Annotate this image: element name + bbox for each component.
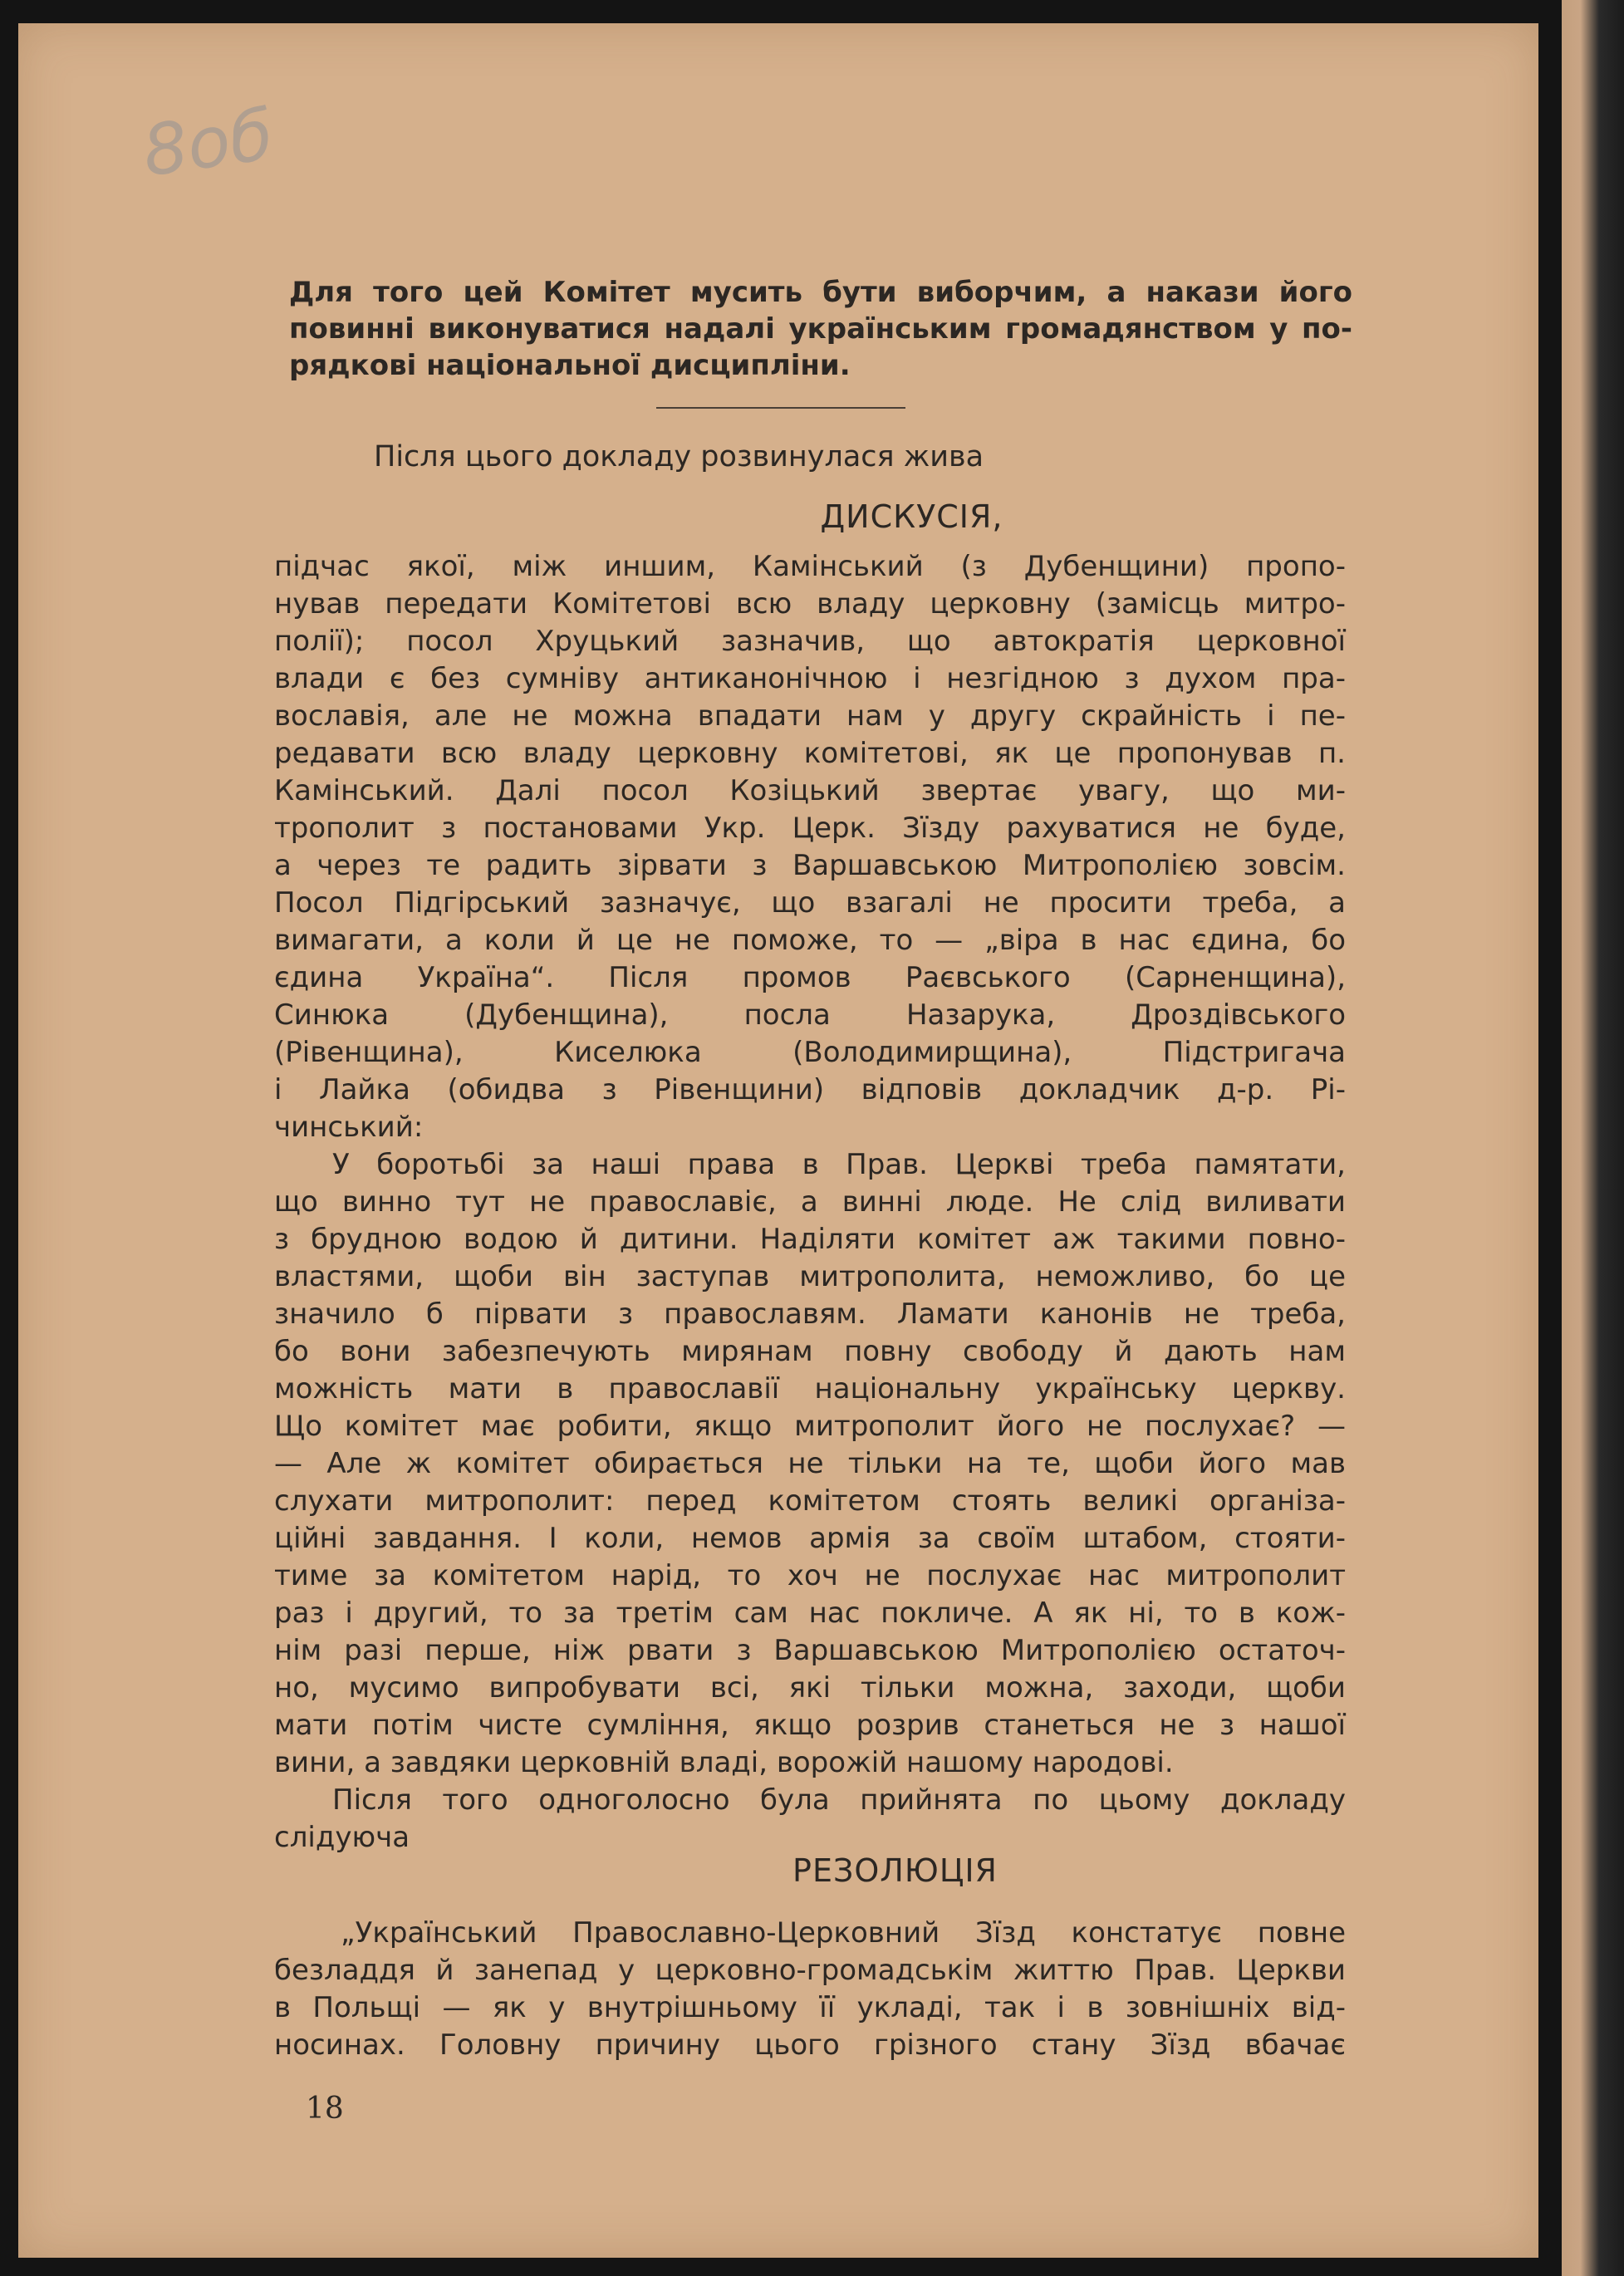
text-line: вини, а завдяки церковній владі, ворожій нашому народові. [274,1746,1174,1779]
text-line: бо вони забезпечують мирянам повну свободу й дають нам [274,1335,1346,1368]
text-line: трополит з постановами Укр. Церк. Зїзду рахуватися не буде, [274,812,1346,845]
text-line: редавати всю владу церковну комітетові, як це пропонував п. [274,737,1346,770]
text-line: в Польщі — як у внутрішньому її укладі, так і в зовнішніх від- [274,1991,1346,2024]
text-line: рядкові національної дисципліни. [289,349,851,382]
text-line: і Лайка (обидва з Рівенщини) відповів докладчик д-р. Рі- [274,1073,1346,1106]
text-line: єдина Україна“. Після промов Раєвського (Сарненщина), [274,961,1346,994]
text-line: підчас якої, між иншим, Камінський (з Дубенщини) пропо- [274,550,1346,583]
text-line: — Але ж комітет обирається не тільки на те, щоби його мав [274,1447,1346,1480]
text-line: раз і другий, то за третім сам нас покличе. А як ні, то в кож- [274,1597,1346,1630]
text-line: що винно тут не православіє, а винні люде. Не слід виливати [274,1185,1346,1219]
text-line: Синюка (Дубенщина), посла Назарука, Дроздівського [274,998,1346,1032]
text-line: вимагати, а коли й це не поможе, то — „віра в нас єдина, бо [274,924,1346,957]
text-line: „Український Православно-Церковний Зїзд констатує повне [341,1916,1346,1950]
text-line: У боротьбі за наші права в Прав. Церкві треба памятати, [332,1148,1346,1181]
text-line: Посол Підгірський зазначує, що взагалі не просити треба, а [274,886,1346,920]
text-line: нував передати Комітетові всю владу церковну (замісць митро- [274,587,1346,621]
text-line: влади є без сумніву антиканонічною і незгідною з духом пра- [274,662,1346,695]
text-line: чинський: [274,1111,424,1144]
separator-rule [656,407,905,409]
text-line: (Рівенщина), Киселюка (Володимирщина), Підстригача [274,1036,1346,1069]
text-line: полії); посол Хруцький зазначив, що автократія церковної [274,625,1346,658]
text-line: можність мати в православії національну українську церкву. [274,1372,1346,1405]
text-line: безладдя й занепад у церковно-громадськім життю Прав. Церкви [274,1954,1346,1987]
text-line: ційні завдання. І коли, немов армія за своїм штабом, стояти- [274,1522,1346,1555]
text-line: слідуюча [274,1821,410,1854]
text-line: Для того цей Комітет мусить бути виборчим, а накази його [289,276,1352,309]
discussion-body [274,548,1346,1857]
text-line: значило б пірвати з православям. Ламати канонів не треба, [274,1297,1346,1331]
text-line: вославія, але не можна впадати нам у другу скрайність і пе- [274,699,1346,733]
resolution-heading: РЕЗОЛЮЦІЯ [792,1852,998,1889]
resolution-body [274,1915,1346,2064]
intro-line: Після цього докладу розвинулася жива [374,440,984,473]
text-line: властями, щоби він заступав митрополита, неможливо, бо це [274,1260,1346,1293]
text-line: мати потім чисте сумління, якщо розрив станеться не з нашої [274,1709,1346,1742]
text-line: а через те радить зірвати з Варшавською Митрополією зовсім. [274,849,1346,882]
text-line: з брудною водою й дитини. Наділяти комітет аж такими повно- [274,1223,1346,1256]
text-line: повинні виконуватися надалі українським громадянством у по- [289,312,1352,346]
binding-edge [1562,0,1624,2276]
margin-note: 8об [137,93,278,193]
text-line: нім разі перше, ніж рвати з Варшавською Митрополією остаточ- [274,1634,1346,1667]
top-paragraph [289,274,1352,384]
page-number: 18 [306,2092,344,2126]
text-line: Що комітет має робити, якщо митрополит його не послухає? — [274,1410,1346,1443]
text-line: тиме за комітетом нарід, то хоч не послухає нас митрополит [274,1559,1346,1592]
discussion-heading: ДИСКУСІЯ, [820,498,1003,535]
text-line: но, мусимо випробувати всі, які тільки можна, заходи, щоби [274,1671,1346,1705]
text-line: носинах. Головну причину цього грізного стану Зїзд вбачає [274,2028,1346,2062]
text-line: слухати митрополит: перед комітетом стоять великі організа- [274,1484,1346,1518]
text-line: Після того одноголосно була прийнята по цьому докладу [332,1783,1346,1817]
text-line: Камінський. Далі посол Козіцький звертає увагу, що ми- [274,774,1346,807]
